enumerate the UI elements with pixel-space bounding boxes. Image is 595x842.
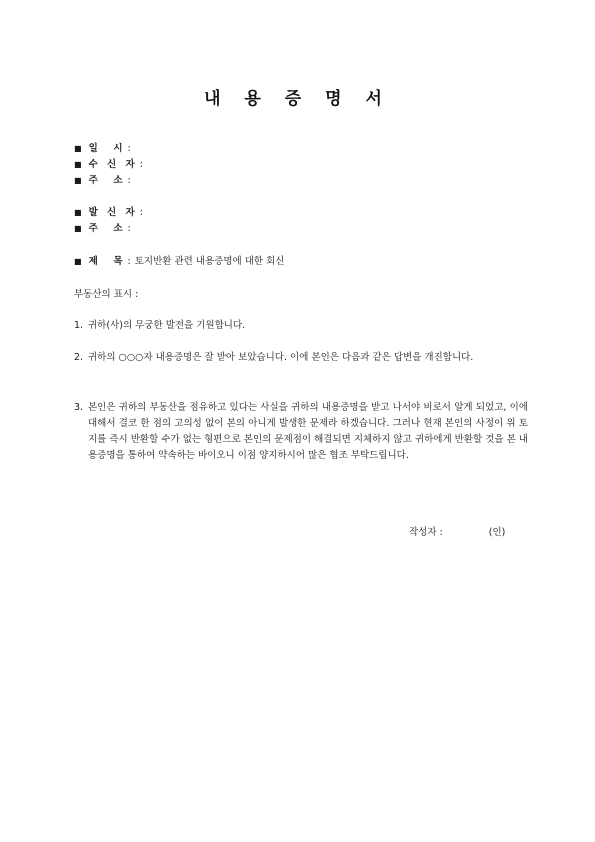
receiver-separator: : [139, 159, 143, 170]
receiver-address-label: 주 소 [88, 175, 126, 186]
field-sender [74, 206, 143, 220]
field-receiver [74, 158, 143, 172]
square-bullet-icon: ■ [74, 224, 82, 233]
subject-separator: : [127, 256, 131, 267]
square-bullet-icon: ■ [74, 257, 82, 266]
paragraph-2 [74, 350, 528, 366]
square-bullet-icon: ■ [74, 208, 82, 217]
paragraph-text: 본인은 귀하의 부동산을 점유하고 있다는 사실을 귀하의 내용증명을 받고 나서야 비로서 알게 되었고, 이에 대해서 결코 한 점의 고의성 없이 본의 아니게 발생한 문제라 하겠습니다. 그러나 현재 본인의 사정이 위 토지를 즉시 반환할 수가 없는 형편으로 본인의 문제점이 해결되면 지체하지 않고 귀하에게 반환할 것을 본 내용증명을 통하여 약속하는 바이오니 이점 양지하시어 많은 협조 부탁드립니다. [88, 402, 528, 461]
date-label: 일 시 [88, 143, 126, 154]
field-sender-address [74, 222, 131, 236]
sender-label: 발 신 자 [88, 207, 138, 218]
sender-separator: : [139, 207, 143, 218]
signature-line [409, 526, 505, 540]
field-subject [74, 255, 285, 269]
field-receiver-address [74, 174, 131, 188]
date-separator: : [127, 143, 131, 154]
paragraph-text: 귀하의 ○○○자 내용증명은 잘 받아 보았습니다. 이에 본인은 다음과 같은 답변을 개진합니다. [88, 352, 474, 363]
property-label: 부동산의 표시 : [74, 289, 139, 300]
paragraph-1 [74, 318, 528, 334]
paragraph-text: 귀하(사)의 무궁한 발전을 기원합니다. [88, 320, 246, 331]
author-label: 작성자 : [409, 527, 443, 538]
subject-value: 토지반환 관련 내용증명에 대한 회신 [134, 256, 285, 267]
seal-mark: (인) [488, 527, 506, 538]
paragraph-number: 1. [74, 320, 84, 331]
paragraph-3 [74, 400, 528, 464]
document-title: 내 용 증 명 서 [204, 89, 391, 109]
sender-address-label: 주 소 [88, 223, 126, 234]
paragraph-number: 2. [74, 352, 84, 363]
field-date [74, 142, 131, 156]
sender-address-separator: : [127, 223, 131, 234]
subject-label: 제 목 [88, 256, 126, 267]
receiver-address-separator: : [127, 175, 131, 186]
square-bullet-icon: ■ [74, 144, 82, 153]
square-bullet-icon: ■ [74, 176, 82, 185]
receiver-label: 수 신 자 [88, 159, 138, 170]
square-bullet-icon: ■ [74, 160, 82, 169]
paragraph-number: 3. [74, 402, 84, 413]
